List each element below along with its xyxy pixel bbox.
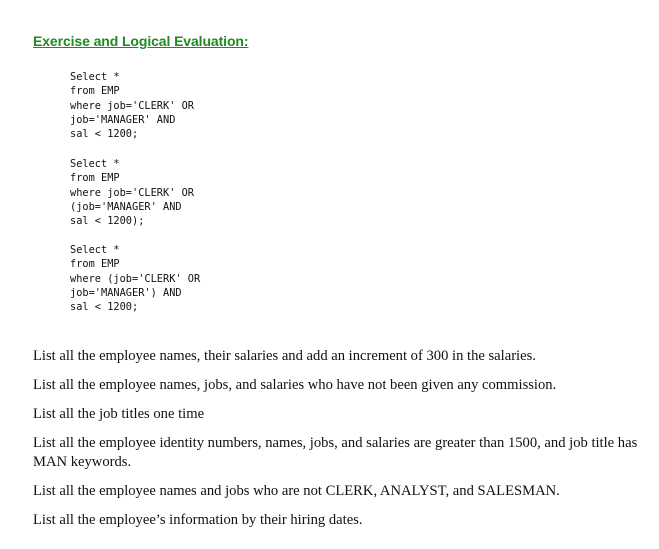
task-item: List all the employee identity numbers, names, jobs, and salaries are greater than 1500, and job title has MAN keywords. [33, 435, 638, 470]
task-item: List all the job titles one time [33, 406, 205, 422]
task-list [33, 347, 643, 540]
task-item: List all the employee’s information by their hiring dates. [33, 512, 363, 528]
code-line: job='MANAGER') AND [70, 286, 182, 299]
task-item: List all the employee names and jobs who are not CLERK, ANALYST, and SALESMAN. [33, 483, 560, 499]
sql-query-2 [70, 157, 194, 228]
sql-query-3 [70, 243, 200, 314]
task-item: List all the employee names, jobs, and salaries who have not been given any commission. [33, 377, 557, 393]
code-line: sal < 1200; [70, 128, 139, 141]
code-line: from EMP [70, 85, 120, 98]
code-line: from EMP [70, 258, 120, 271]
code-line: Select * [70, 71, 120, 83]
sql-query-1 [70, 70, 194, 141]
code-line: where job='CLERK' OR [70, 186, 194, 199]
code-line: where (job='CLERK' OR [70, 272, 201, 285]
exercise-heading: Exercise and Logical Evaluation: [33, 33, 249, 49]
code-line: from EMP [70, 172, 120, 185]
task-item: List all the employee names, their salaries and add an increment of 300 in the salaries. [33, 348, 536, 364]
code-line: where job='CLERK' OR [70, 99, 194, 112]
code-line: Select * [70, 158, 120, 170]
code-line: sal < 1200); [70, 215, 145, 228]
code-line: Select * [70, 244, 120, 256]
code-line: job='MANAGER' AND [70, 113, 176, 126]
code-line: sal < 1200; [70, 301, 139, 314]
code-line: (job='MANAGER' AND [70, 200, 182, 213]
